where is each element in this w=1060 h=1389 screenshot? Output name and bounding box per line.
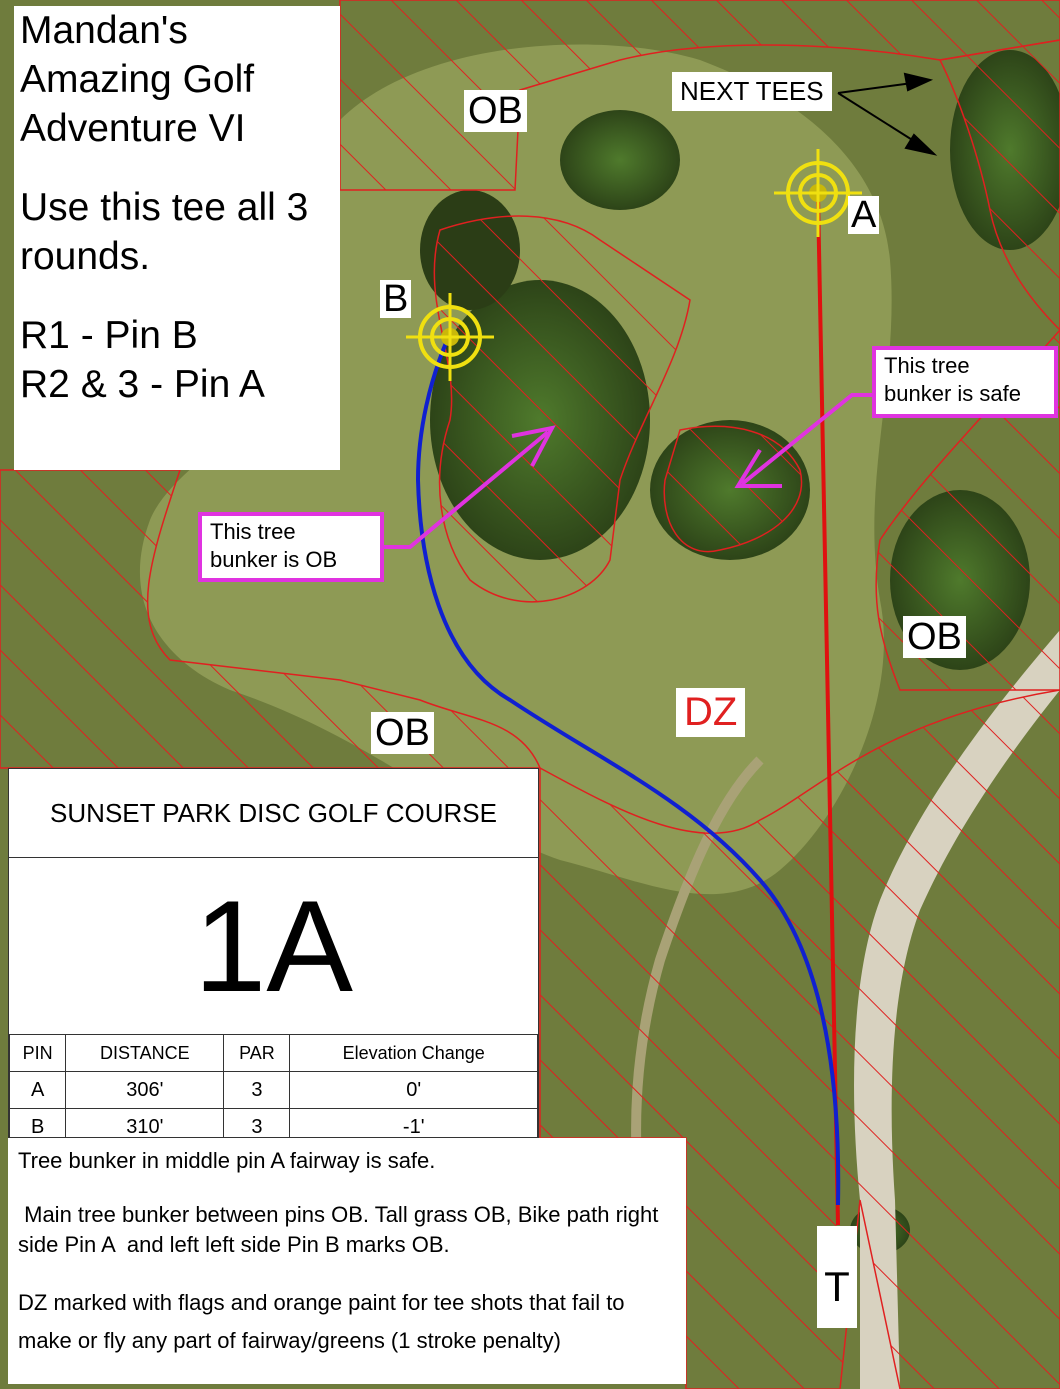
hole-info-card bbox=[8, 768, 539, 1138]
cell-par: 3 bbox=[224, 1109, 290, 1146]
ob-label-top: OB bbox=[464, 90, 527, 132]
callout-ob-line-1: This tree bbox=[210, 519, 296, 544]
table-row bbox=[10, 1072, 538, 1109]
round-line-1: R1 - Pin B bbox=[20, 314, 198, 357]
callout-safe-line-2: bunker is safe bbox=[884, 381, 1021, 406]
note-2: Main tree bunker between pins OB. Tall grass OB, Bike path right side Pin A and left left side Pin B marks OB. bbox=[18, 1202, 665, 1257]
callout-ob-line-2: bunker is OB bbox=[210, 547, 338, 572]
cell-par: 3 bbox=[224, 1072, 290, 1109]
note-1: Tree bunker in middle pin A fairway is safe. bbox=[18, 1148, 436, 1173]
pin-a-label: A bbox=[848, 196, 879, 234]
cell-pin: B bbox=[10, 1109, 66, 1146]
cell-elevation: 0' bbox=[290, 1072, 538, 1109]
pin-b-label: B bbox=[380, 280, 411, 318]
callout-ob bbox=[198, 512, 384, 582]
title-line-2: Amazing Golf bbox=[20, 58, 255, 101]
cell-pin: A bbox=[10, 1072, 66, 1109]
ob-label-bottom: OB bbox=[371, 712, 434, 754]
round-line-2: R2 & 3 - Pin A bbox=[20, 363, 265, 406]
title-panel bbox=[14, 6, 340, 470]
hole-number: 1A bbox=[193, 873, 353, 1019]
ob-label-right: OB bbox=[903, 616, 966, 658]
header-elevation: Elevation Change bbox=[290, 1035, 538, 1072]
cell-elevation: -1' bbox=[290, 1109, 538, 1146]
tee-note-line-1: Use this tee all 3 bbox=[20, 186, 309, 229]
note-3: DZ marked with flags and orange paint for tee shots that fail to make or fly any part of fairway/greens (1 stroke penalty) bbox=[18, 1290, 625, 1353]
header-distance: DISTANCE bbox=[66, 1035, 224, 1072]
tee-marker: T bbox=[817, 1226, 857, 1328]
header-par: PAR bbox=[224, 1035, 290, 1072]
title-line-1: Mandan's bbox=[20, 9, 188, 52]
tee-note-line-2: rounds. bbox=[20, 235, 151, 278]
next-tees-label: NEXT TEES bbox=[672, 72, 832, 111]
hole-stats-table bbox=[9, 1034, 538, 1146]
header-pin: PIN bbox=[10, 1035, 66, 1072]
course-name: SUNSET PARK DISC GOLF COURSE bbox=[9, 769, 538, 858]
table-header-row bbox=[10, 1035, 538, 1072]
title-line-3: Adventure VI bbox=[20, 107, 246, 150]
dz-label: DZ bbox=[676, 688, 745, 737]
notes-panel bbox=[8, 1138, 686, 1384]
callout-safe-line-1: This tree bbox=[884, 353, 970, 378]
cell-distance: 310' bbox=[66, 1109, 224, 1146]
cell-distance: 306' bbox=[66, 1072, 224, 1109]
callout-safe bbox=[872, 346, 1058, 418]
